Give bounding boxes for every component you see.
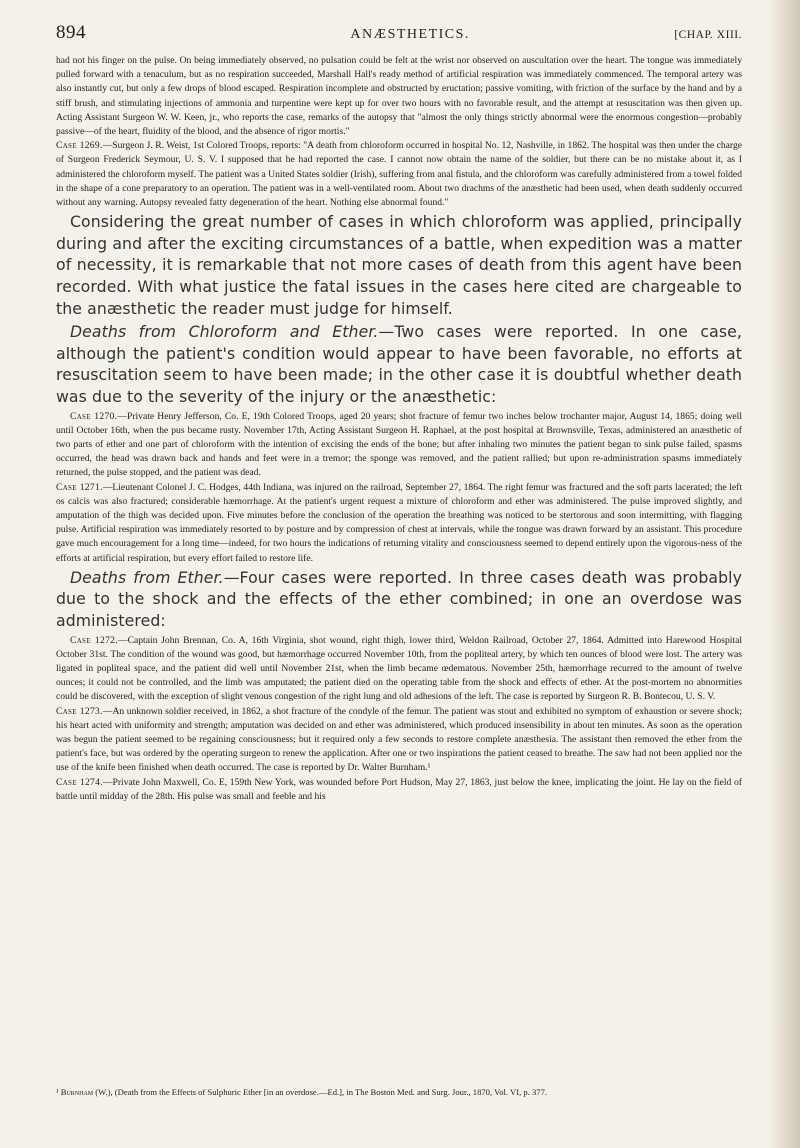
- running-header: [56, 22, 742, 50]
- chapter-label: [CHAP. XIII.: [674, 29, 742, 41]
- body-paragraph: [56, 211, 742, 319]
- case-number: Case 1271.: [56, 481, 103, 493]
- case-paragraph: [56, 410, 742, 481]
- page-edge-shadow: [768, 0, 800, 1148]
- paragraph-text: —Four cases were reported. In three cases death was probably due to the shock and the effects of the ether combined; in one an overdose was administered:: [56, 567, 742, 630]
- case-number: Case 1272.: [70, 634, 118, 646]
- case-paragraph: [56, 776, 742, 804]
- case-number: Case 1270.: [70, 410, 118, 422]
- footnote-citation: (W.), (Death from the Effects of Sulphuric Ether [in an overdose.—Ed.], in The Boston Med. and Surg. Jour., 1870, Vol. VI, p. 377.: [93, 1087, 548, 1097]
- footnote-marker: ¹: [56, 1087, 61, 1097]
- paragraph-text: —Private John Maxwell, Co. E, 159th New York, was wounded before Port Hudson, May 27, 1863, just below the knee, implicating the joint. He lay on the field of battle until midday of the 28th. His pulse was small and feeble and his: [56, 776, 742, 802]
- page-number: 894: [56, 22, 86, 43]
- body-paragraph: [56, 567, 742, 632]
- case-paragraph: [56, 481, 742, 566]
- paragraph-text: —Captain John Brennan, Co. A, 16th Virginia, shot wound, right thigh, lower third, Weldon Railroad, October 27, 1864. Admitted into Harewood Hospital October 31st. The condition of the wound was good, but hæmorrhage occurred November 10th, from the popliteal artery, by which ten ounces of blood were lost. The artery was ligated in popliteal space, and the patient did well until November 21st, when the limb became œdematous. November 25th, hæmorrhage recurred to the amount of twelve ounces; it could not be controlled, and the limb was amputated; the patient died on the operating table from the shock and effects of ether. At the post-mortem no abnormities could be discovered, with the exception of slight venous congestion of the right lung and old adhesions of the left. The case is reported by Surgeon R. B. Bontecou, U. S. V.: [56, 634, 743, 703]
- case-paragraph: [56, 634, 742, 705]
- case-number: Case 1274.: [56, 776, 103, 788]
- case-paragraph: [56, 705, 742, 776]
- body-paragraph: [56, 321, 742, 407]
- paragraph-text: —Two cases were reported. In one case, although the patient's condition would appear to have been favorable, no efforts at resuscitation seem to have been made; in the other case it is doubtful whether death was due to the severity of the injury or the anæsthetic:: [56, 322, 742, 406]
- section-subheading: Deaths from Chloroform and Ether.: [70, 322, 379, 342]
- case-number: Case 1269.: [56, 140, 103, 152]
- case-number: Case 1273.: [56, 705, 103, 717]
- running-title: ANÆSTHETICS.: [350, 27, 470, 42]
- section-subheading: Deaths from Ether.: [70, 567, 224, 587]
- paragraph-text: had not his finger on the pulse. On being immediately observed, no pulsation could be felt at the wrist nor observed on auscultation over the heart. The tongue was immediately pulled forward with a tenaculum, but as no respiration succeeded, Marshall Hall's ready method of artificial respiration was immediately commenced. The temporal artery was also instantly cut, but only a few drops of blood escaped. Respiration incomplete and obstructed by eructation; passive vomiting, with friction of the surface by the hand and by a stiff brush, and stimulating injections of ammonia and turpentine were kept up for over two hours with no favorable result, and the attempt at resuscitation was then given up. Acting Assistant Surgeon W. W. Keen, jr., who reports the case, remarks of the autopsy that "almost the only things strictly abnormal were the enormous congestion—probably passive—of the heart, fluidity of the blood, and the absence of rigor mortis.": [56, 55, 742, 138]
- footnote-author: Burnham: [60, 1087, 94, 1097]
- case-paragraph: [56, 139, 742, 210]
- footnote: [56, 1086, 756, 1098]
- case-paragraph: [56, 54, 742, 139]
- paragraph-text: Considering the great number of cases in which chloroform was applied, principally during and after the exciting circumstances of a battle, when expedition was a matter of necessity, it is remarkable that not more cases of death from this agent have been recorded. With what justice the fatal issues in the cases here cited are chargeable to the anæsthetic the reader must judge for himself.: [56, 212, 742, 318]
- paragraph-text: —Lieutenant Colonel J. C. Hodges, 44th Indiana, was injured on the railroad, September 27, 1864. The right femur was fractured and the soft parts lacerated; the left os calcis was also fractured; considerable hæmorrhage. At the patient's urgent request a mixture of chloroform and ether was administered. The pulse improved slightly, and amputation of the thigh was decided upon. Five minutes before the conclusion of the operation the breathing was noticed to be stertorous and soon intermitting, with flagging pulse. Artificial respiration was immediately resorted to by posture and by compression of chest at intervals, while the tongue was drawn forward by an assistant. This procedure gave much encouragement for a long time—indeed, for two hours the indications of returning vitality and consciousness seemed to depend entirely upon the vigorous-ness of the efforts at artificial respiration, but every effort failed to restore life.: [56, 481, 742, 564]
- paragraph-text: —Surgeon J. R. Weist, 1st Colored Troops, reports: "A death from chloroform occurred in hospital No. 12, Nashville, in 1862. The hospital was then under the charge of Surgeon Frederick Seymour, U. S. V. I supposed that he had reported the case. I cannot now obtain the name of the soldier, but there can be no mistake about it, as I administered the chloroform myself. The patient was a United States soldier (Irish), suffering from anal fistula, and the chloroform was carefully administered from a towel folded in the shape of a cone preparatory to an operation. The patient was in a well-ventilated room. About two drachms of the anæsthetic had been used, when death suddenly occurred without any warning. Autopsy revealed fatty degeneration of the heart. Nothing else abnormal found.": [56, 140, 742, 209]
- body-text: [56, 54, 742, 804]
- paragraph-text: —Private Henry Jefferson, Co. E, 19th Colored Troops, aged 20 years; shot fracture of femur two inches below trochanter major, August 14, 1865; doing well until October 16th, when the pus became rusty. November 17th, Acting Assistant Surgeon H. Raphael, at the post hospital at Brownsville, Texas, administered an anæsthetic of two parts of ether and one part of chloroform with the intention of excising the ends of the bone; but after inhaling two minutes the patient began to sink pulse failed, spasms occurred, the head was drawn back and hands and feet were in a tremor; the sponge was removed, and the patient rallied; but upon re-administration spasms immediately returned, the pulse stopped, and the patient was dead.: [56, 410, 742, 479]
- paragraph-text: —An unknown soldier received, in 1862, a shot fracture of the condyle of the femur. The patient was stout and exhibited no symptom of exhaustion or severe shock; his heart acted with uniformity and strength; amputation was decided on and ether was administered, which produced insensibility in about ten minutes. As soon as the operation was begun the patient seemed to be regaining consciousness; but it required only a few seconds to restore complete anæsthesia. The assistant then removed the ether from the patient's face, but was ordered by the operating surgeon to renew the application. After one or two inspirations the patient ceased to breathe. The saw had not been applied nor the use of the knife been finished when death occurred. The case is reported by Dr. Walter Burnham.¹: [56, 705, 742, 774]
